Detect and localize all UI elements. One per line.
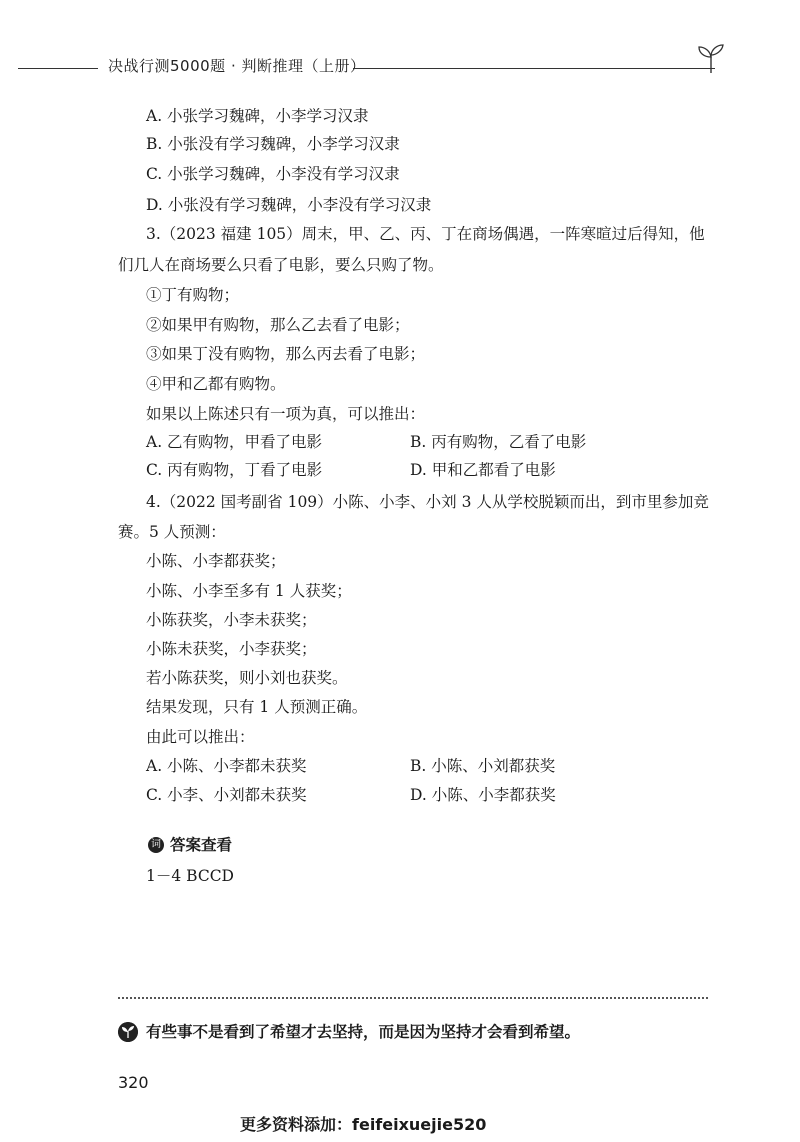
resource-note: 更多资料添加：feifeixuejie520 [240,1115,487,1134]
q3-statement-4: ④甲和乙都有购物。 [146,375,286,393]
footer-divider [118,997,708,999]
book-title: 决战行测5000题 · 判断推理（上册） [108,57,366,75]
sprout-icon [694,43,728,75]
header-rule-right [353,68,715,69]
q2-option-b: B. 小张没有学习魏碑，小李学习汉隶 [146,135,400,153]
q3-statement-2: ②如果甲有购物，那么乙去看了电影； [146,316,410,334]
sprout-badge-icon [118,1022,138,1042]
answer-key: 1－4 BCCD [146,867,234,885]
page-number: 320 [118,1073,149,1092]
q3-prompt: 如果以上陈述只有一项为真，可以推出： [146,405,426,423]
q4-prediction-4: 小陈未获奖，小李获奖； [146,640,317,658]
q4-prompt: 由此可以推出： [146,728,255,746]
motivational-quote: 有些事不是看到了希望才去坚持，而是因为坚持才会看到希望。 [146,1023,581,1041]
running-header [18,55,718,79]
q2-option-d: D. 小张没有学习魏碑，小李没有学习汉隶 [146,196,432,214]
q2-option-c: C. 小张学习魏碑，小李没有学习汉隶 [146,165,400,183]
q3-option-a: A. 乙有购物，甲看了电影 [146,433,323,451]
q4-option-d: D. 小陈、小李都获奖 [410,786,556,804]
q4-result: 结果发现，只有 1 人预测正确。 [146,698,368,716]
q4-prediction-3: 小陈获奖，小李未获奖； [146,611,317,629]
q4-option-a: A. 小陈、小李都未获奖 [146,757,307,775]
q3-option-c: C. 丙有购物，丁看了电影 [146,461,323,479]
q3-stem-line1: 3.（2023 福建 105）周末，甲、乙、丙、丁在商场偶遇，一阵寒暄过后得知，他 [146,225,705,243]
q3-option-d: D. 甲和乙都看了电影 [410,461,556,479]
q3-stem-line2: 们几人在商场要么只看了电影，要么只购了物。 [118,256,444,274]
q4-prediction-5: 若小陈获奖，则小刘也获奖。 [146,669,348,687]
answer-icon: 词 [148,837,164,853]
q4-stem-line1: 4.（2022 国考副省 109）小陈、小李、小刘 3 人从学校脱颖而出，到市里参加竞 [146,493,709,511]
q3-statement-1: ①丁有购物； [146,286,240,304]
header-rule-left [18,68,98,69]
q3-statement-3: ③如果丁没有购物，那么丙去看了电影； [146,345,426,363]
q4-prediction-1: 小陈、小李都获奖； [146,552,286,570]
q2-option-a: A. 小张学习魏碑，小李学习汉隶 [146,107,369,125]
answer-section-title: 答案查看 [170,836,233,854]
q4-stem-line2: 赛。5 人预测： [118,523,226,541]
q4-option-c: C. 小李、小刘都未获奖 [146,786,307,804]
q4-prediction-2: 小陈、小李至多有 1 人获奖； [146,582,352,600]
q4-option-b: B. 小陈、小刘都获奖 [410,757,556,775]
q3-option-b: B. 丙有购物，乙看了电影 [410,433,587,451]
